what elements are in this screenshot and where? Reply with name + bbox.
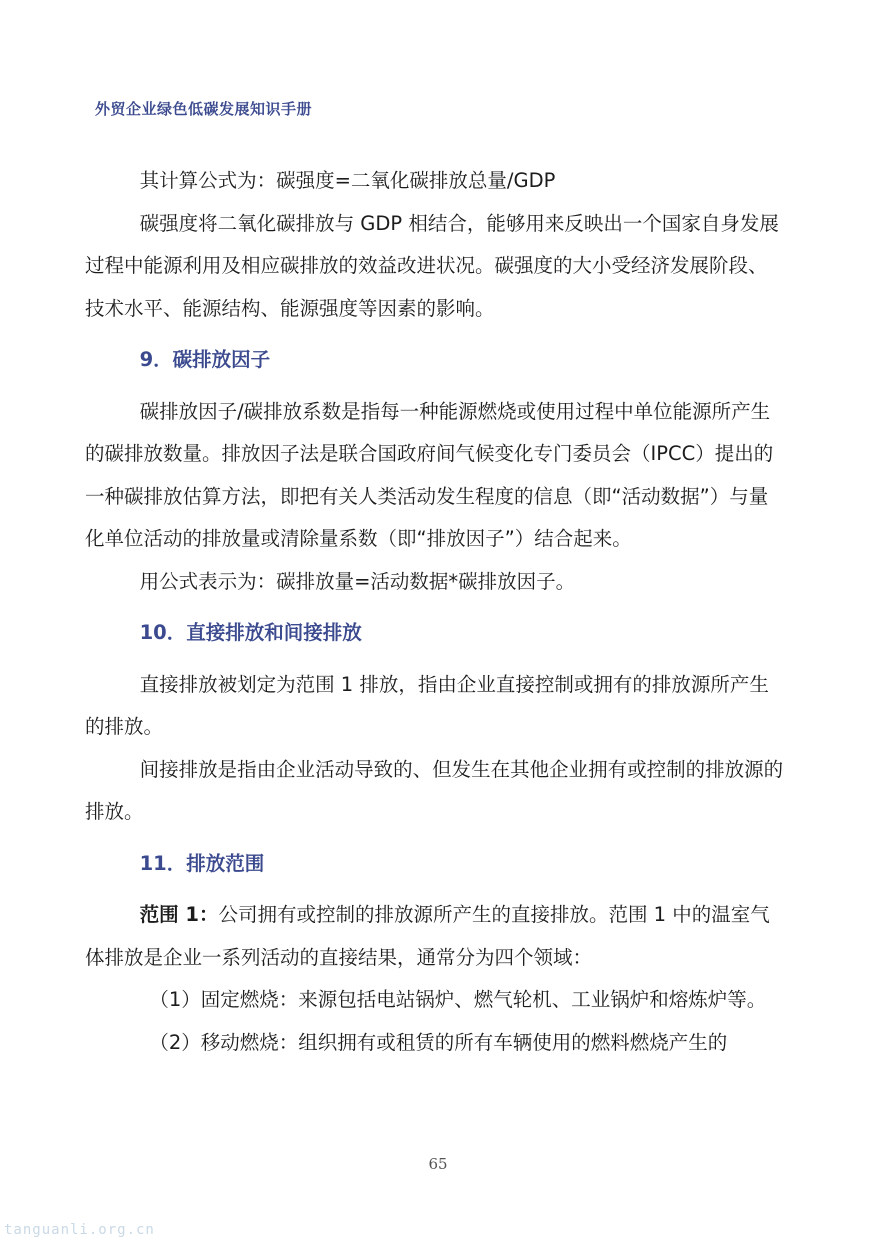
- section-heading-10: 10．直接排放和间接排放: [139, 621, 362, 644]
- formula-paragraph: 其计算公式为：碳强度=二氧化碳排放总量/GDP: [139, 169, 556, 192]
- scope-1-lead: 范围 1：: [139, 903, 219, 926]
- scope-1-text: 公司拥有或控制的排放源所产生的直接排放。范围 1 中的温室气体排放是企业一系列活动的直接结果，通常分为四个领域：: [85, 903, 770, 969]
- watermark: tanguanli.org.cn: [4, 1222, 155, 1238]
- section-heading-11: 11．排放范围: [139, 851, 265, 875]
- scope-1-paragraph: [85, 894, 785, 979]
- section-heading-9: 9．碳排放因子: [139, 348, 271, 371]
- carbon-intensity-paragraph: 碳强度将二氧化碳排放与 GDP 相结合，能够用来反映出一个国家自身发展过程中能源利用及相应碳排放的效益改进状况。碳强度的大小受经济发展阶段、技术水平、能源结构、能源强度等因素的影响。: [85, 211, 779, 320]
- document-body: [85, 160, 785, 1064]
- direct-emission-paragraph: 直接排放被划定为范围 1 排放，指由企业直接控制或拥有的排放源所产生的排放。: [85, 672, 769, 738]
- list-item-mobile-combustion: （2）移动燃烧：组织拥有或租赁的所有车辆使用的燃料燃烧产生的: [149, 1030, 728, 1054]
- emission-formula-paragraph: 用公式表示为：碳排放量=活动数据*碳排放因子。: [139, 569, 576, 593]
- running-header: 外贸企业绿色低碳发展知识手册: [95, 100, 313, 118]
- list-item-stationary-combustion: （1）固定燃烧：来源包括电站锅炉、燃气轮机、工业锅炉和熔炼炉等。: [149, 988, 767, 1011]
- emission-factor-paragraph: 碳排放因子/碳排放系数是指每一种能源燃烧或使用过程中单位能源所产生的碳排放数量。排放因子法是联合国政府间气候变化专门委员会（IPCC）提出的一种碳排放估算方法，即把有关人类活动发生程度的信息（即“活动数据”）与量化单位活动的排放量或清除量系数（即“排放因子”）结合起来。: [85, 399, 774, 550]
- indirect-emission-paragraph: 间接排放是指由企业活动导致的、但发生在其他企业拥有或控制的排放源的排放。: [85, 757, 784, 823]
- page-number: 65: [428, 1155, 448, 1173]
